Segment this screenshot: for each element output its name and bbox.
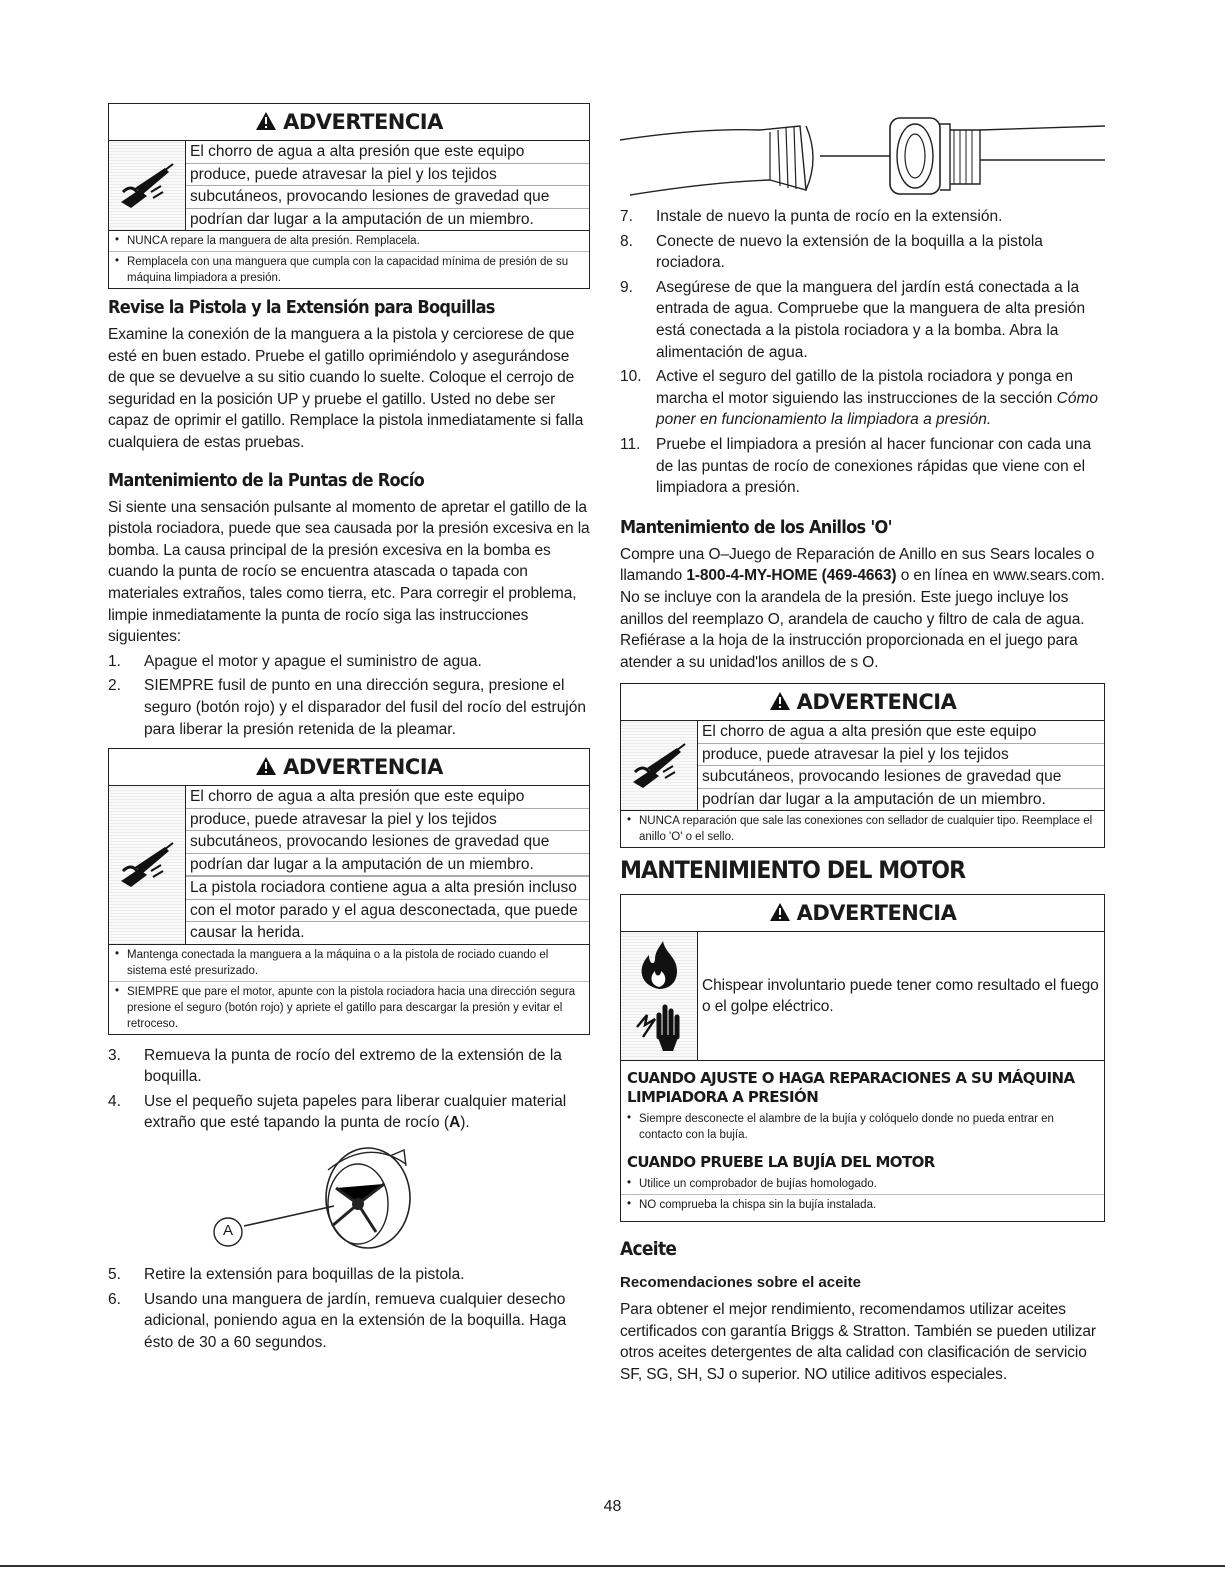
warning-bullet: • NUNCA repare la manguera de alta presión. Remplacela. <box>109 231 589 252</box>
step-text: Usando una manguera de jardín, remueva cualquier desecho adicional, poniendo agua en la extensión de la boquilla. Haga ésto de 30 a 60 segundos. <box>144 1290 567 1351</box>
warning-line: causar la herida. <box>190 924 305 942</box>
warning-text <box>186 141 589 230</box>
warning-triangle-icon <box>769 691 791 716</box>
step-number: 11. <box>620 435 641 453</box>
section-title-gun-check: Revise la Pistola y la Extensión para Boquillas <box>108 297 495 318</box>
warning-line: con el motor parado y el agua desconectada, que puede <box>186 900 589 923</box>
figure-callout-label: A <box>222 1221 233 1239</box>
steps-list <box>108 651 590 740</box>
step-number: 5. <box>108 1265 121 1283</box>
step-text <box>656 366 1105 431</box>
injection-hazard-icon <box>109 141 186 230</box>
step-item <box>620 277 1105 363</box>
step-item <box>620 231 1105 274</box>
warning-bullets <box>109 945 589 1034</box>
right-column <box>620 206 1105 1386</box>
warning-line: subcutáneos, provocando lesiones de gravedad que <box>698 766 1104 789</box>
warning-box-spark <box>620 894 1105 1222</box>
warning-line: produce, puede atravesar la piel y los tejidos <box>186 809 589 832</box>
warning-bullet: • NUNCA reparación que sale las conexiones con sellador de cualquier tipo. Reemplace el anillo 'O' o el sello. <box>621 811 1104 847</box>
warning-text <box>186 786 589 944</box>
warning-label: ADVERTENCIA <box>283 110 443 134</box>
step-item <box>108 1045 590 1088</box>
warning-line: produce, puede atravesar la piel y los tejidos <box>186 164 589 187</box>
warning-line: Chispear involuntario puede tener como resultado el fuego o el golpe eléctrico. <box>702 976 1099 1016</box>
warning-label: ADVERTENCIA <box>796 690 957 715</box>
section-body: Si siente una sensación pulsante al momento de apretar el gatillo de la pistola rociadora, puede que sea causada por la presión excesiva en la bomba. La causa principal de la presión excesiva en la bomba es cuando la punta de rocío se encuentra atascada o tapada con materiales extraños, tales como tierra, etc. Para corregir el problema, limpie inmediatamente la punta de rocío siga las instrucciones siguientes: <box>108 498 590 646</box>
step-number: 2. <box>108 677 121 695</box>
warning-header <box>621 684 1104 721</box>
bottom-rule <box>0 1565 1225 1567</box>
warning-bullet: • Siempre desconecte el alambre de la bujía y colóquelo donde no pueda entrar en contacto con la bujía. <box>621 1109 1104 1145</box>
step-number: 4. <box>108 1092 121 1110</box>
step-number: 7. <box>620 208 633 225</box>
step-text-part: Active el seguro del gatillo de la pistola rociadora y ponga en marcha el motor siguiendo las instrucciones de la sección <box>656 368 1074 407</box>
step-number: 3. <box>108 1046 121 1064</box>
steps-list <box>108 1045 590 1134</box>
warning-line: subcutáneos, provocando lesiones de gravedad que <box>186 831 589 854</box>
body-part: Compre una O–Juego de Reparación de Anillo en sus Sears locales o llamando <box>620 545 1095 585</box>
hose-coupling-drawing <box>620 100 1120 200</box>
warning-triangle-icon <box>255 756 277 781</box>
step-item <box>108 1289 590 1354</box>
step-number: 8. <box>620 232 633 250</box>
warning-bullet: • Mantenga conectada la manguera a la máquina o a la pistola de rociado cuando el sistema esté presurizado. <box>109 945 589 982</box>
warning-bullet: • Remplacela con una manguera que cumpla con la capacidad mínima de presión de su máquina limpiadora a presión. <box>109 252 589 288</box>
warning-label: ADVERTENCIA <box>796 901 957 926</box>
warning-line: El chorro de agua a alta presión que este equipo <box>698 721 1104 744</box>
section-body: Examine la conexión de la manguera a la pistola y cerciorese de que esté en buen estado. Pruebe el gatillo oprimiéndolo y asegurándose de que se devuelve a su sitio cuando lo suelte. Coloque el cerrojo de seguridad en la posición UP y pruebe el gatillo. Usted no debe ser capaz de oprimir el gatillo. Remplace la pistola inmediatamente si falla cualquiera de estas pruebas. <box>108 326 584 451</box>
warning-label: ADVERTENCIA <box>283 755 443 780</box>
fire-icon <box>633 939 685 991</box>
warning-line: podrían dar lugar a la amputación de un miembro. <box>702 790 1046 808</box>
warning-line: podrían dar lugar a la amputación de un miembro. <box>186 854 589 877</box>
step-text-reference: Cómo poner en funcionamiento la limpiadora a presión. <box>656 389 1098 429</box>
step-item <box>108 1091 590 1134</box>
warning-bullet: • SIEMPRE que pare el motor, apunte con la pistola rociadora hacia una dirección segura presione el seguro (botón rojo) y apriete el gatillo para descargar la presión y evitar el retroceso. <box>109 982 589 1034</box>
left-column <box>108 103 590 1356</box>
step-number: 10. <box>620 368 642 386</box>
step-item <box>108 651 590 673</box>
spray-tip-drawing <box>208 1140 508 1260</box>
step-text: Asegúrese de que la manguera del jardín está conectada a la entrada de agua. Compruebe que la manguera de alta presión está conectada a la pistola rociadora y a la bomba. Abra la alimentación de agua. <box>656 278 1086 361</box>
injection-hazard-icon <box>109 786 186 944</box>
step-item <box>620 206 1105 228</box>
warning-triangle-icon <box>255 111 277 136</box>
warning-line: produce, puede atravesar la piel y los tejidos <box>698 744 1104 767</box>
section-body <box>620 544 1105 674</box>
step-number: 6. <box>108 1290 121 1308</box>
step-item <box>108 1264 590 1286</box>
step-item <box>108 675 590 740</box>
warning-box-high-pressure <box>108 103 590 289</box>
electric-shock-icon <box>633 997 685 1053</box>
warning-text <box>698 721 1104 810</box>
warning-header <box>621 895 1104 932</box>
step-item <box>620 434 1105 499</box>
step-text <box>144 1091 590 1134</box>
step-item <box>620 366 1105 431</box>
warning-triangle-icon <box>769 902 791 927</box>
fire-shock-hazard-icons <box>621 932 698 1060</box>
step-text-part: Use el pequeño sujeta papeles para liberar cualquier material extraño que esté tapando la punta de rocío ( <box>144 1092 567 1132</box>
warning-line: El chorro de agua a alta presión que este equipo <box>186 141 589 164</box>
warning-line: subcutáneos, provocando lesiones de gravedad que <box>186 186 589 209</box>
step-text-part: ). <box>460 1114 470 1132</box>
step-text: Conecte de nuevo la extensión de la boquilla a la pistola rociadora. <box>656 232 1043 272</box>
step-text: Instale de nuevo la punta de rocío en la extensión. <box>656 208 1003 225</box>
step-text: Apague el motor y apague el suministro de agua. <box>144 652 482 670</box>
steps-list <box>620 206 1105 499</box>
warning-line: La pistola rociadora contiene agua a alta presión incluso <box>186 876 589 900</box>
warning-bullets <box>621 811 1104 847</box>
warning-bullets <box>109 231 589 288</box>
page-number: 48 <box>603 1498 622 1515</box>
step-text: SIEMPRE fusil de punto en una dirección segura, presione el seguro (botón rojo) y el disparador del fusil del rocío del estrujón para liberar la presión retenida de la pleamar. <box>144 677 586 738</box>
warning-line: El chorro de agua a alta presión que este equipo <box>186 786 589 809</box>
warning-header <box>109 749 589 786</box>
subheading-repairs: CUANDO AJUSTE O HAGA REPARACIONES A SU MÁQUINA LIMPIADORA A PRESIÓN <box>627 1069 1075 1107</box>
step-number: 1. <box>108 652 121 670</box>
step-number: 9. <box>620 278 633 296</box>
warning-bullets <box>621 1174 1104 1221</box>
section-title-nozzle-maintenance: Mantenimiento de la Puntas de Rocío <box>108 469 425 491</box>
nozzle-illustration <box>108 1140 590 1260</box>
oil-recommendations-subtitle: Recomendaciones sobre el aceite <box>620 1274 861 1292</box>
step-text: Pruebe el limpiadora a presión al hacer funcionar con cada una de las puntas de rocío de conexiones rápidas que viene con el limpiadora a presión. <box>656 435 1092 497</box>
warning-text <box>698 932 1104 1060</box>
injection-hazard-icon <box>621 721 698 810</box>
section-title-o-rings: Mantenimiento de los Anillos 'O' <box>620 516 892 538</box>
step-text-callout: A <box>449 1114 461 1132</box>
steps-list <box>108 1264 590 1353</box>
step-text: Retire la extensión para boquillas de la pistola. <box>144 1265 465 1283</box>
warning-line: podrían dar lugar a la amputación de un miembro. <box>190 210 534 228</box>
body-part: o en línea en www.sears.com. No se incluye con la arandela de la presión. Este juego incluye los anillos del reemplazo O, arandela de caucho y filtro de cala de agua. Refiérase a la hoja de la instrucción proporcionada en el juego para atender a su unidad'los anillos de s O. <box>620 567 1105 671</box>
warning-box-o-ring <box>620 683 1105 848</box>
warning-box-spray-gun <box>108 748 590 1035</box>
warning-bullet: • Utilice un comprobador de bujías homologado. <box>621 1174 1104 1195</box>
warning-bullets <box>621 1109 1104 1145</box>
subheading-spark-test: CUANDO PRUEBE LA BUJÍA DEL MOTOR <box>627 1153 935 1172</box>
warning-header <box>109 104 589 141</box>
step-text: Remueva la punta de rocío del extremo de la extensión de la boquilla. <box>144 1046 562 1086</box>
section-title-oil: Aceite <box>620 1238 677 1261</box>
phone-number: 1-800-4-MY-HOME (469-4663) <box>686 567 897 585</box>
warning-bullet: • NO comprueba la chispa sin la bujía instalada. <box>621 1195 1104 1215</box>
engine-maintenance-title: MANTENIMIENTO DEL MOTOR <box>620 856 966 885</box>
section-body: Para obtener el mejor rendimiento, recomendamos utilizar aceites certificados con garantía Briggs & Stratton. También se pueden utilizar otros aceites detergentes de alta calidad con clasificación de servicio SF, SG, SH, SJ o superior. NO utilice aditivos especiales. <box>620 1301 1096 1384</box>
